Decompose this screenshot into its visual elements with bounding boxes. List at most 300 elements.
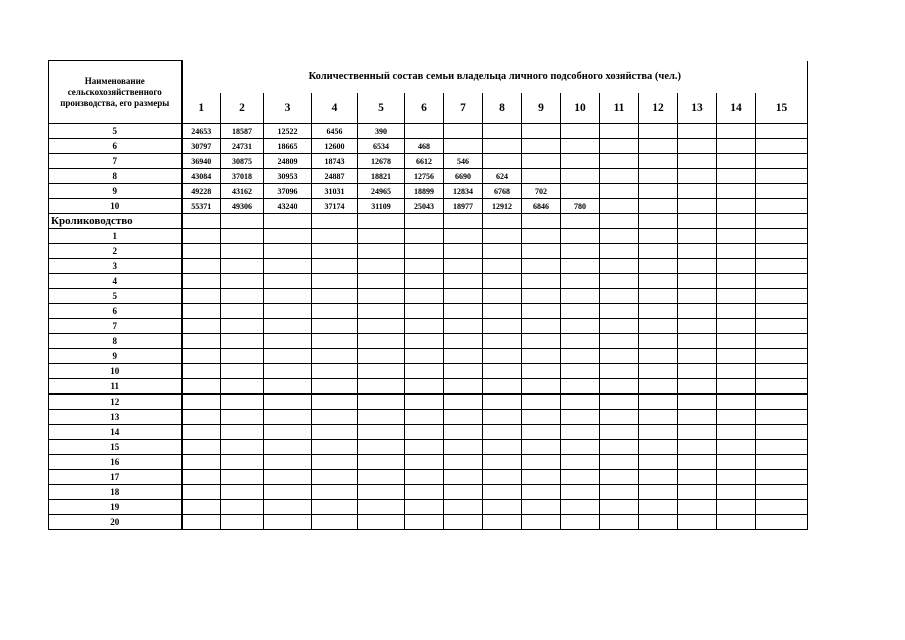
table-cell (405, 394, 444, 410)
table-cell (600, 410, 639, 425)
table-cell: 6846 (522, 199, 561, 214)
table-cell (600, 244, 639, 259)
table-cell (522, 289, 561, 304)
table-cell: 18821 (358, 169, 405, 184)
table-cell (756, 349, 808, 364)
table-cell (358, 425, 405, 440)
table-cell (221, 229, 264, 244)
table-cell (522, 455, 561, 470)
table-cell (483, 289, 522, 304)
table-cell (639, 334, 678, 349)
table-cell (221, 274, 264, 289)
table-cell (678, 364, 717, 379)
table-cell: 18743 (312, 154, 358, 169)
table-cell: 24965 (358, 184, 405, 199)
table-cell (678, 485, 717, 500)
table-cell: 37018 (221, 169, 264, 184)
table-cell (358, 334, 405, 349)
table-row (49, 364, 808, 379)
table-cell (756, 304, 808, 319)
table-cell (444, 455, 483, 470)
table-cell (522, 139, 561, 154)
table-cell (522, 470, 561, 485)
table-cell (561, 470, 600, 485)
table-cell (358, 349, 405, 364)
table-cell (561, 214, 600, 229)
table-cell (717, 304, 756, 319)
table-cell (717, 154, 756, 169)
table-cell (264, 214, 312, 229)
table-cell (756, 154, 808, 169)
row-label: 12 (49, 394, 182, 410)
table-cell (312, 259, 358, 274)
table-cell: 546 (444, 154, 483, 169)
table-cell (561, 244, 600, 259)
table-cell (561, 289, 600, 304)
table-cell (483, 515, 522, 530)
table-cell (358, 244, 405, 259)
table-cell (717, 515, 756, 530)
table-cell (405, 289, 444, 304)
table-cell (405, 485, 444, 500)
table-cell (561, 515, 600, 530)
table-cell (522, 515, 561, 530)
table-cell: 12678 (358, 154, 405, 169)
table-cell (639, 154, 678, 169)
table-cell (221, 289, 264, 304)
table-cell (221, 440, 264, 455)
table-row (49, 184, 808, 199)
table-cell (717, 455, 756, 470)
table-cell (600, 349, 639, 364)
table-cell (405, 304, 444, 319)
table-cell (717, 214, 756, 229)
table-cell (600, 334, 639, 349)
table-cell (358, 379, 405, 395)
table-cell (264, 319, 312, 334)
table-cell (756, 184, 808, 199)
table-cell (444, 410, 483, 425)
table-cell (182, 425, 221, 440)
table-cell (600, 139, 639, 154)
table-body (49, 124, 808, 530)
table-cell (639, 455, 678, 470)
row-label: 15 (49, 440, 182, 455)
table-cell (264, 334, 312, 349)
row-label: 7 (49, 319, 182, 334)
table-cell: 6768 (483, 184, 522, 199)
table-cell (639, 184, 678, 199)
table-cell (483, 229, 522, 244)
table-cell (639, 349, 678, 364)
table-cell (522, 364, 561, 379)
table-cell (182, 349, 221, 364)
table-cell (405, 440, 444, 455)
table-cell (678, 394, 717, 410)
table-cell (522, 500, 561, 515)
column-header: 8 (483, 93, 522, 124)
column-header: 13 (678, 93, 717, 124)
table-cell (264, 455, 312, 470)
table-cell (444, 334, 483, 349)
table-cell (182, 259, 221, 274)
table-cell: 780 (561, 199, 600, 214)
table-cell (678, 304, 717, 319)
table-cell: 24731 (221, 139, 264, 154)
table-cell (522, 244, 561, 259)
table-cell (756, 229, 808, 244)
table-cell (264, 485, 312, 500)
table-cell (756, 274, 808, 289)
table-row (49, 440, 808, 455)
table-cell: 18587 (221, 124, 264, 139)
table-cell (639, 394, 678, 410)
row-label: 6 (49, 139, 182, 154)
table-cell (483, 500, 522, 515)
table-cell: 18977 (444, 199, 483, 214)
table-cell (756, 214, 808, 229)
table-cell: 6690 (444, 169, 483, 184)
table-cell (600, 289, 639, 304)
column-header: 11 (600, 93, 639, 124)
row-label: 14 (49, 425, 182, 440)
table-cell (600, 124, 639, 139)
table-cell: 37174 (312, 199, 358, 214)
row-label: 1 (49, 229, 182, 244)
table-cell (405, 455, 444, 470)
table-cell (444, 364, 483, 379)
table-cell (639, 289, 678, 304)
row-label: 13 (49, 410, 182, 425)
table-cell (264, 425, 312, 440)
table-cell (639, 319, 678, 334)
data-table (48, 60, 808, 530)
table-cell (639, 259, 678, 274)
table-cell: 18665 (264, 139, 312, 154)
table-cell (522, 425, 561, 440)
table-cell (264, 440, 312, 455)
table-cell (561, 364, 600, 379)
table-cell (312, 304, 358, 319)
table-cell (756, 485, 808, 500)
table-cell (639, 485, 678, 500)
table-cell: 6456 (312, 124, 358, 139)
table-cell (182, 289, 221, 304)
table-row (49, 124, 808, 139)
table-cell (717, 425, 756, 440)
table-cell (444, 440, 483, 455)
column-header: 9 (522, 93, 561, 124)
table-cell (264, 274, 312, 289)
table-cell (264, 410, 312, 425)
table-cell: 390 (358, 124, 405, 139)
table-cell (561, 304, 600, 319)
table-cell (444, 394, 483, 410)
table-cell (312, 364, 358, 379)
table-cell (639, 470, 678, 485)
table-cell (678, 139, 717, 154)
table-cell (405, 379, 444, 395)
table-cell (358, 500, 405, 515)
table-cell (444, 244, 483, 259)
table-cell (717, 364, 756, 379)
table-cell (639, 304, 678, 319)
row-label: 6 (49, 304, 182, 319)
table-cell (600, 169, 639, 184)
table-cell (717, 440, 756, 455)
table-cell (312, 394, 358, 410)
table-cell (717, 169, 756, 184)
table-cell (639, 410, 678, 425)
table-cell (678, 229, 717, 244)
table-cell (600, 154, 639, 169)
table-cell (600, 470, 639, 485)
table-cell (182, 364, 221, 379)
table-cell (444, 379, 483, 395)
table-row (49, 394, 808, 410)
table-cell (312, 229, 358, 244)
row-label: 18 (49, 485, 182, 500)
table-cell (221, 349, 264, 364)
table-cell (182, 334, 221, 349)
table-cell (312, 379, 358, 395)
table-cell (561, 485, 600, 500)
table-row (49, 304, 808, 319)
table-cell (264, 515, 312, 530)
table-cell (358, 485, 405, 500)
table-cell (561, 229, 600, 244)
table-row (49, 244, 808, 259)
table-cell (312, 319, 358, 334)
table-cell (358, 304, 405, 319)
table-cell (444, 319, 483, 334)
table-cell (600, 274, 639, 289)
table-cell (444, 274, 483, 289)
table-cell (444, 259, 483, 274)
column-header: 10 (561, 93, 600, 124)
table-row (49, 319, 808, 334)
table-cell (221, 244, 264, 259)
table-cell (600, 485, 639, 500)
table-cell (483, 410, 522, 425)
table-cell (221, 379, 264, 395)
column-header: 5 (358, 93, 405, 124)
row-label: 11 (49, 379, 182, 395)
table-cell (483, 334, 522, 349)
table-row (49, 289, 808, 304)
table-cell (600, 229, 639, 244)
table-cell (522, 124, 561, 139)
table-row (49, 229, 808, 244)
table-cell (600, 214, 639, 229)
table-cell (405, 425, 444, 440)
table-cell (182, 515, 221, 530)
row-label: 9 (49, 349, 182, 364)
table-cell (312, 470, 358, 485)
column-header: 2 (221, 93, 264, 124)
table-cell (312, 425, 358, 440)
table-cell (444, 139, 483, 154)
table-cell (444, 470, 483, 485)
table-cell (717, 349, 756, 364)
table-cell (756, 364, 808, 379)
table-cell (444, 425, 483, 440)
table-cell (483, 455, 522, 470)
row-label: 5 (49, 124, 182, 139)
column-header: 1 (182, 93, 221, 124)
table-cell (756, 139, 808, 154)
table-cell (483, 259, 522, 274)
row-label: 3 (49, 259, 182, 274)
row-label: 2 (49, 244, 182, 259)
table-cell: 25043 (405, 199, 444, 214)
table-cell: 49306 (221, 199, 264, 214)
table-cell (600, 440, 639, 455)
table-cell (600, 455, 639, 470)
table-cell (358, 364, 405, 379)
table-cell (639, 139, 678, 154)
table-cell (358, 440, 405, 455)
table-cell (483, 379, 522, 395)
table-cell (312, 349, 358, 364)
table-row (49, 515, 808, 530)
table-cell (561, 169, 600, 184)
table-cell (756, 289, 808, 304)
table-row (49, 154, 808, 169)
table-cell (561, 154, 600, 169)
column-header: 4 (312, 93, 358, 124)
table-cell (405, 410, 444, 425)
table-cell (600, 394, 639, 410)
table-cell (264, 349, 312, 364)
table-cell (312, 334, 358, 349)
table-cell (561, 440, 600, 455)
table-cell (444, 229, 483, 244)
table-cell (221, 259, 264, 274)
table-cell (600, 184, 639, 199)
table-cell (678, 124, 717, 139)
table-cell (182, 229, 221, 244)
table-cell (678, 425, 717, 440)
table-cell (756, 124, 808, 139)
table-cell (522, 394, 561, 410)
table-row (49, 379, 808, 395)
table-cell (358, 515, 405, 530)
table-cell (639, 169, 678, 184)
table-cell (561, 455, 600, 470)
table-cell (444, 304, 483, 319)
table-cell (600, 259, 639, 274)
table-cell (639, 379, 678, 395)
table-cell (444, 289, 483, 304)
table-cell (405, 319, 444, 334)
table-cell (600, 319, 639, 334)
table-cell (182, 410, 221, 425)
table-cell (678, 334, 717, 349)
table-cell (717, 199, 756, 214)
table-cell: 24653 (182, 124, 221, 139)
table-cell (483, 470, 522, 485)
table-cell (678, 379, 717, 395)
table-row (49, 139, 808, 154)
table-cell (639, 515, 678, 530)
table-cell (358, 455, 405, 470)
table-cell (358, 214, 405, 229)
table-cell (639, 500, 678, 515)
table-cell (717, 274, 756, 289)
table-cell (600, 379, 639, 395)
table-cell (522, 274, 561, 289)
table-row (49, 274, 808, 289)
table-cell (561, 394, 600, 410)
table-cell (756, 425, 808, 440)
table-cell (264, 470, 312, 485)
table-cell (405, 244, 444, 259)
table-row (49, 455, 808, 470)
table-cell (756, 394, 808, 410)
table-cell (756, 244, 808, 259)
table-cell (405, 500, 444, 515)
table-cell (678, 349, 717, 364)
table-cell (561, 319, 600, 334)
table-cell: 30953 (264, 169, 312, 184)
row-label: 5 (49, 289, 182, 304)
table-cell (483, 349, 522, 364)
table-cell: 702 (522, 184, 561, 199)
table-cell (522, 229, 561, 244)
table-cell (405, 349, 444, 364)
table-cell (358, 289, 405, 304)
table-cell: 24887 (312, 169, 358, 184)
row-label: 10 (49, 364, 182, 379)
table-cell (678, 500, 717, 515)
table-cell (405, 259, 444, 274)
table-cell (182, 319, 221, 334)
table-cell (182, 470, 221, 485)
table-cell (717, 124, 756, 139)
table-cell (522, 485, 561, 500)
table-row (49, 500, 808, 515)
table-cell (678, 319, 717, 334)
table-cell (221, 470, 264, 485)
table-cell (264, 244, 312, 259)
table-cell (405, 470, 444, 485)
table-cell (678, 289, 717, 304)
table-cell (483, 394, 522, 410)
table-row (49, 425, 808, 440)
table-cell: 31109 (358, 199, 405, 214)
table-cell (756, 334, 808, 349)
table-cell (358, 319, 405, 334)
table-cell (756, 455, 808, 470)
table-cell (312, 440, 358, 455)
table-cell (522, 319, 561, 334)
table-row (49, 410, 808, 425)
name-column-header: Наименование сельскохозяйственного производства, его размеры (49, 61, 182, 124)
table-cell (312, 274, 358, 289)
table-cell: 31031 (312, 184, 358, 199)
table-cell (756, 470, 808, 485)
table-cell (358, 274, 405, 289)
table-cell: 624 (483, 169, 522, 184)
table-cell (405, 214, 444, 229)
table-cell (561, 410, 600, 425)
table-cell (221, 394, 264, 410)
table-cell (561, 379, 600, 395)
table-cell (639, 244, 678, 259)
table-cell (358, 229, 405, 244)
table-cell: 12522 (264, 124, 312, 139)
